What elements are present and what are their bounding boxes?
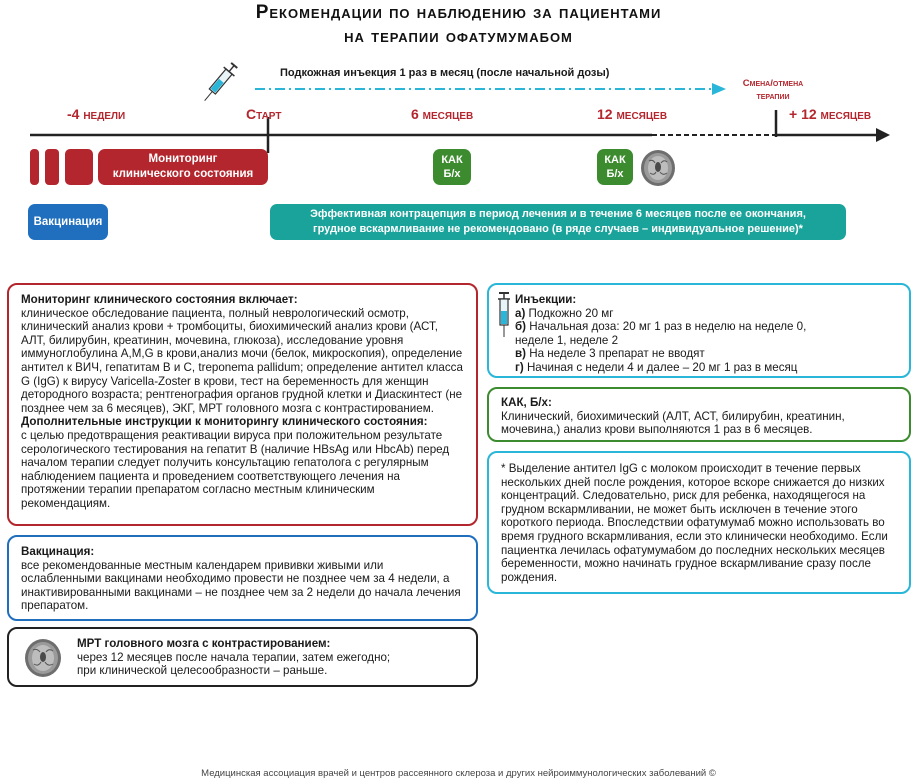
kak-pill-6m	[433, 149, 471, 185]
injection-item-v-text: На неделе 3 препарат не вводят	[529, 347, 705, 361]
kak-pill-6m-line1: КАК	[441, 154, 463, 166]
injection-item-b	[515, 320, 897, 334]
injection-arrow-head	[712, 83, 726, 95]
injection-item-a-text: Подкожно 20 мг	[528, 306, 614, 320]
injection-item-v-key: в)	[515, 347, 526, 361]
contraception-line1: Эффективная контрацепция в период лечения и в течение 6 месяцев после ее окончания,	[310, 208, 806, 220]
kak-pill-12m	[597, 149, 633, 185]
marker-6-months: 6 месяцев	[411, 106, 474, 122]
note-box	[487, 451, 911, 594]
marker-12-months: 12 месяцев	[597, 106, 668, 122]
injection-item-g-text: Начиная с недели 4 и далее – 20 мг 1 раз в месяц	[526, 360, 798, 374]
footer-copyright: Медицинская ассоциация врачей и центров рассеянного склероза и других нейроиммунологических заболеваний ©	[201, 768, 716, 779]
marker-start: Старт	[246, 106, 282, 122]
monitoring-box-text2: с целью предотвращения реактивации вируса при положительном результате серологического тестирования на гепатит В (наличие HBsAg или HbcAb) перед началом терапии следует получить консультацию гепатолога с регулярным наблюдением пациента и проведением соответствующего лечения на протяжении терапии препаратом согласно местным клиническим рекомендациям.	[21, 428, 450, 510]
vaccination-box	[7, 535, 478, 621]
kak-box-text: Клинический, биохимический (АЛТ, АСТ, билирубин, креатинин, мочевина,) анализ крови выполняются 1 раз в 6 месяцев.	[501, 409, 845, 437]
kak-box	[487, 387, 911, 442]
injection-item-b-key: б)	[515, 320, 527, 334]
switch-therapy-label	[728, 77, 818, 103]
monitoring-pill-line1: Мониторинг	[148, 153, 218, 165]
vaccination-box-heading: Вакцинация:	[21, 545, 95, 558]
syringe-icon	[199, 61, 239, 105]
switch-label-2: терапии	[756, 91, 790, 102]
injection-item-v	[515, 347, 897, 361]
injection-item-b-cont: неделе 1, неделе 2	[515, 333, 619, 347]
injection-item-b-text: Начальная доза: 20 мг 1 раз в неделю на неделе 0,	[529, 320, 807, 334]
injection-box-syringe-icon	[497, 291, 511, 339]
monitoring-bar-3	[65, 149, 93, 185]
injection-item-a-key: а)	[515, 306, 526, 320]
marker-plus-12-months: + 12 месяцев	[789, 106, 872, 122]
injection-item-g	[515, 361, 897, 375]
vaccination-pill: Вакцинация	[28, 204, 108, 240]
mri-box-line1: через 12 месяцев после начала терапии, затем ежегодно;	[77, 650, 391, 664]
vaccination-box-text: все рекомендованные местным календарем прививки живыми или ослабленными вакцинами необходимо провести не позднее чем за 4 недели, а инактивированными вакцинами – не позднее чем за 2 недели до начала лечения препаратом.	[21, 558, 461, 613]
monitoring-pill-line2: клинического состояния	[112, 168, 254, 180]
mri-brain-icon	[639, 149, 677, 187]
monitoring-bar-1	[30, 149, 39, 185]
monitoring-pill	[98, 149, 268, 185]
mri-box-line2: при клинической целесообразности – раньше.	[77, 664, 328, 678]
injection-box-heading: Инъекции:	[515, 293, 577, 306]
mri-box-heading: МРТ головного мозга с контрастированием:	[77, 637, 331, 650]
kak-pill-6m-line2: Б/х	[443, 168, 461, 180]
contraception-pill	[270, 204, 846, 240]
kak-pill-12m-line1: КАК	[604, 154, 626, 166]
injection-label: Подкожная инъекция 1 раз в месяц (после начальной дозы)	[280, 67, 610, 79]
monitoring-box-heading2: Дополнительные инструкции к мониторингу клинического состояния:	[21, 415, 428, 429]
monitoring-box	[7, 283, 478, 526]
note-box-text: * Выделение антител IgG с молоком происходит в течение первых нескольких дней после рождения, которое вскоре снижается до низких концентраций. Следовательно, риск для ребенка, находящегося на грудном вскармливании, не может быть исключен в течение этого короткого периода. Впоследствии офатумумаб можно использовать во время грудного вскармливания, если это клинически необходимо. Если пациентка лечилась офатумумабом до последних нескольких месяцев беременности, можно начинать грудное вскармливание сразу после рождения.	[501, 462, 888, 584]
monitoring-box-text: клиническое обследование пациента, полный неврологический осмотр, клинический анализ крови + тромбоциты, биохимический анализ крови (АСТ, АЛТ, билирубин, креатинин, мочевина, глюкоза), исследование уровня иммуноглобулина A,M,G в крови,анализ мочи (белок, микроскопия), определение антител к ВИЧ, гепатитам В и С, treponema pallidum; определение антител класса G (IgG) к вирусу Varicella-Zoster в крови, тест на беременность для женщин детородного возраста; рентгенография органов грудной клетки и Диаскинтест (не позднее чем за 6 месяцев), ЭКГ, МРТ головного мозга с контрастированием.	[21, 306, 463, 415]
marker-minus4: -4 недели	[67, 106, 126, 122]
contraception-line2: грудное вскармливание не рекомендовано (в ряде случаев – индивидуальное решение)*	[313, 223, 803, 235]
injection-box	[487, 283, 911, 378]
mri-box	[7, 627, 478, 687]
injection-item-a	[515, 307, 897, 321]
switch-label-1: Смена/отмена	[742, 78, 804, 89]
page-title-line1: Рекомендации по наблюдению за пациентами	[255, 2, 662, 23]
timeline-arrow-head	[876, 128, 890, 142]
page-title-line2: на терапии офатумумабом	[344, 26, 573, 47]
monitoring-bar-2	[45, 149, 59, 185]
kak-pill-12m-line2: Б/х	[606, 168, 624, 180]
injection-item-g-key: г)	[515, 360, 524, 374]
kak-box-heading: КАК, Б/х:	[501, 396, 552, 409]
mri-box-brain-icon	[23, 638, 63, 678]
monitoring-box-heading: Мониторинг клинического состояния включает:	[21, 293, 298, 306]
